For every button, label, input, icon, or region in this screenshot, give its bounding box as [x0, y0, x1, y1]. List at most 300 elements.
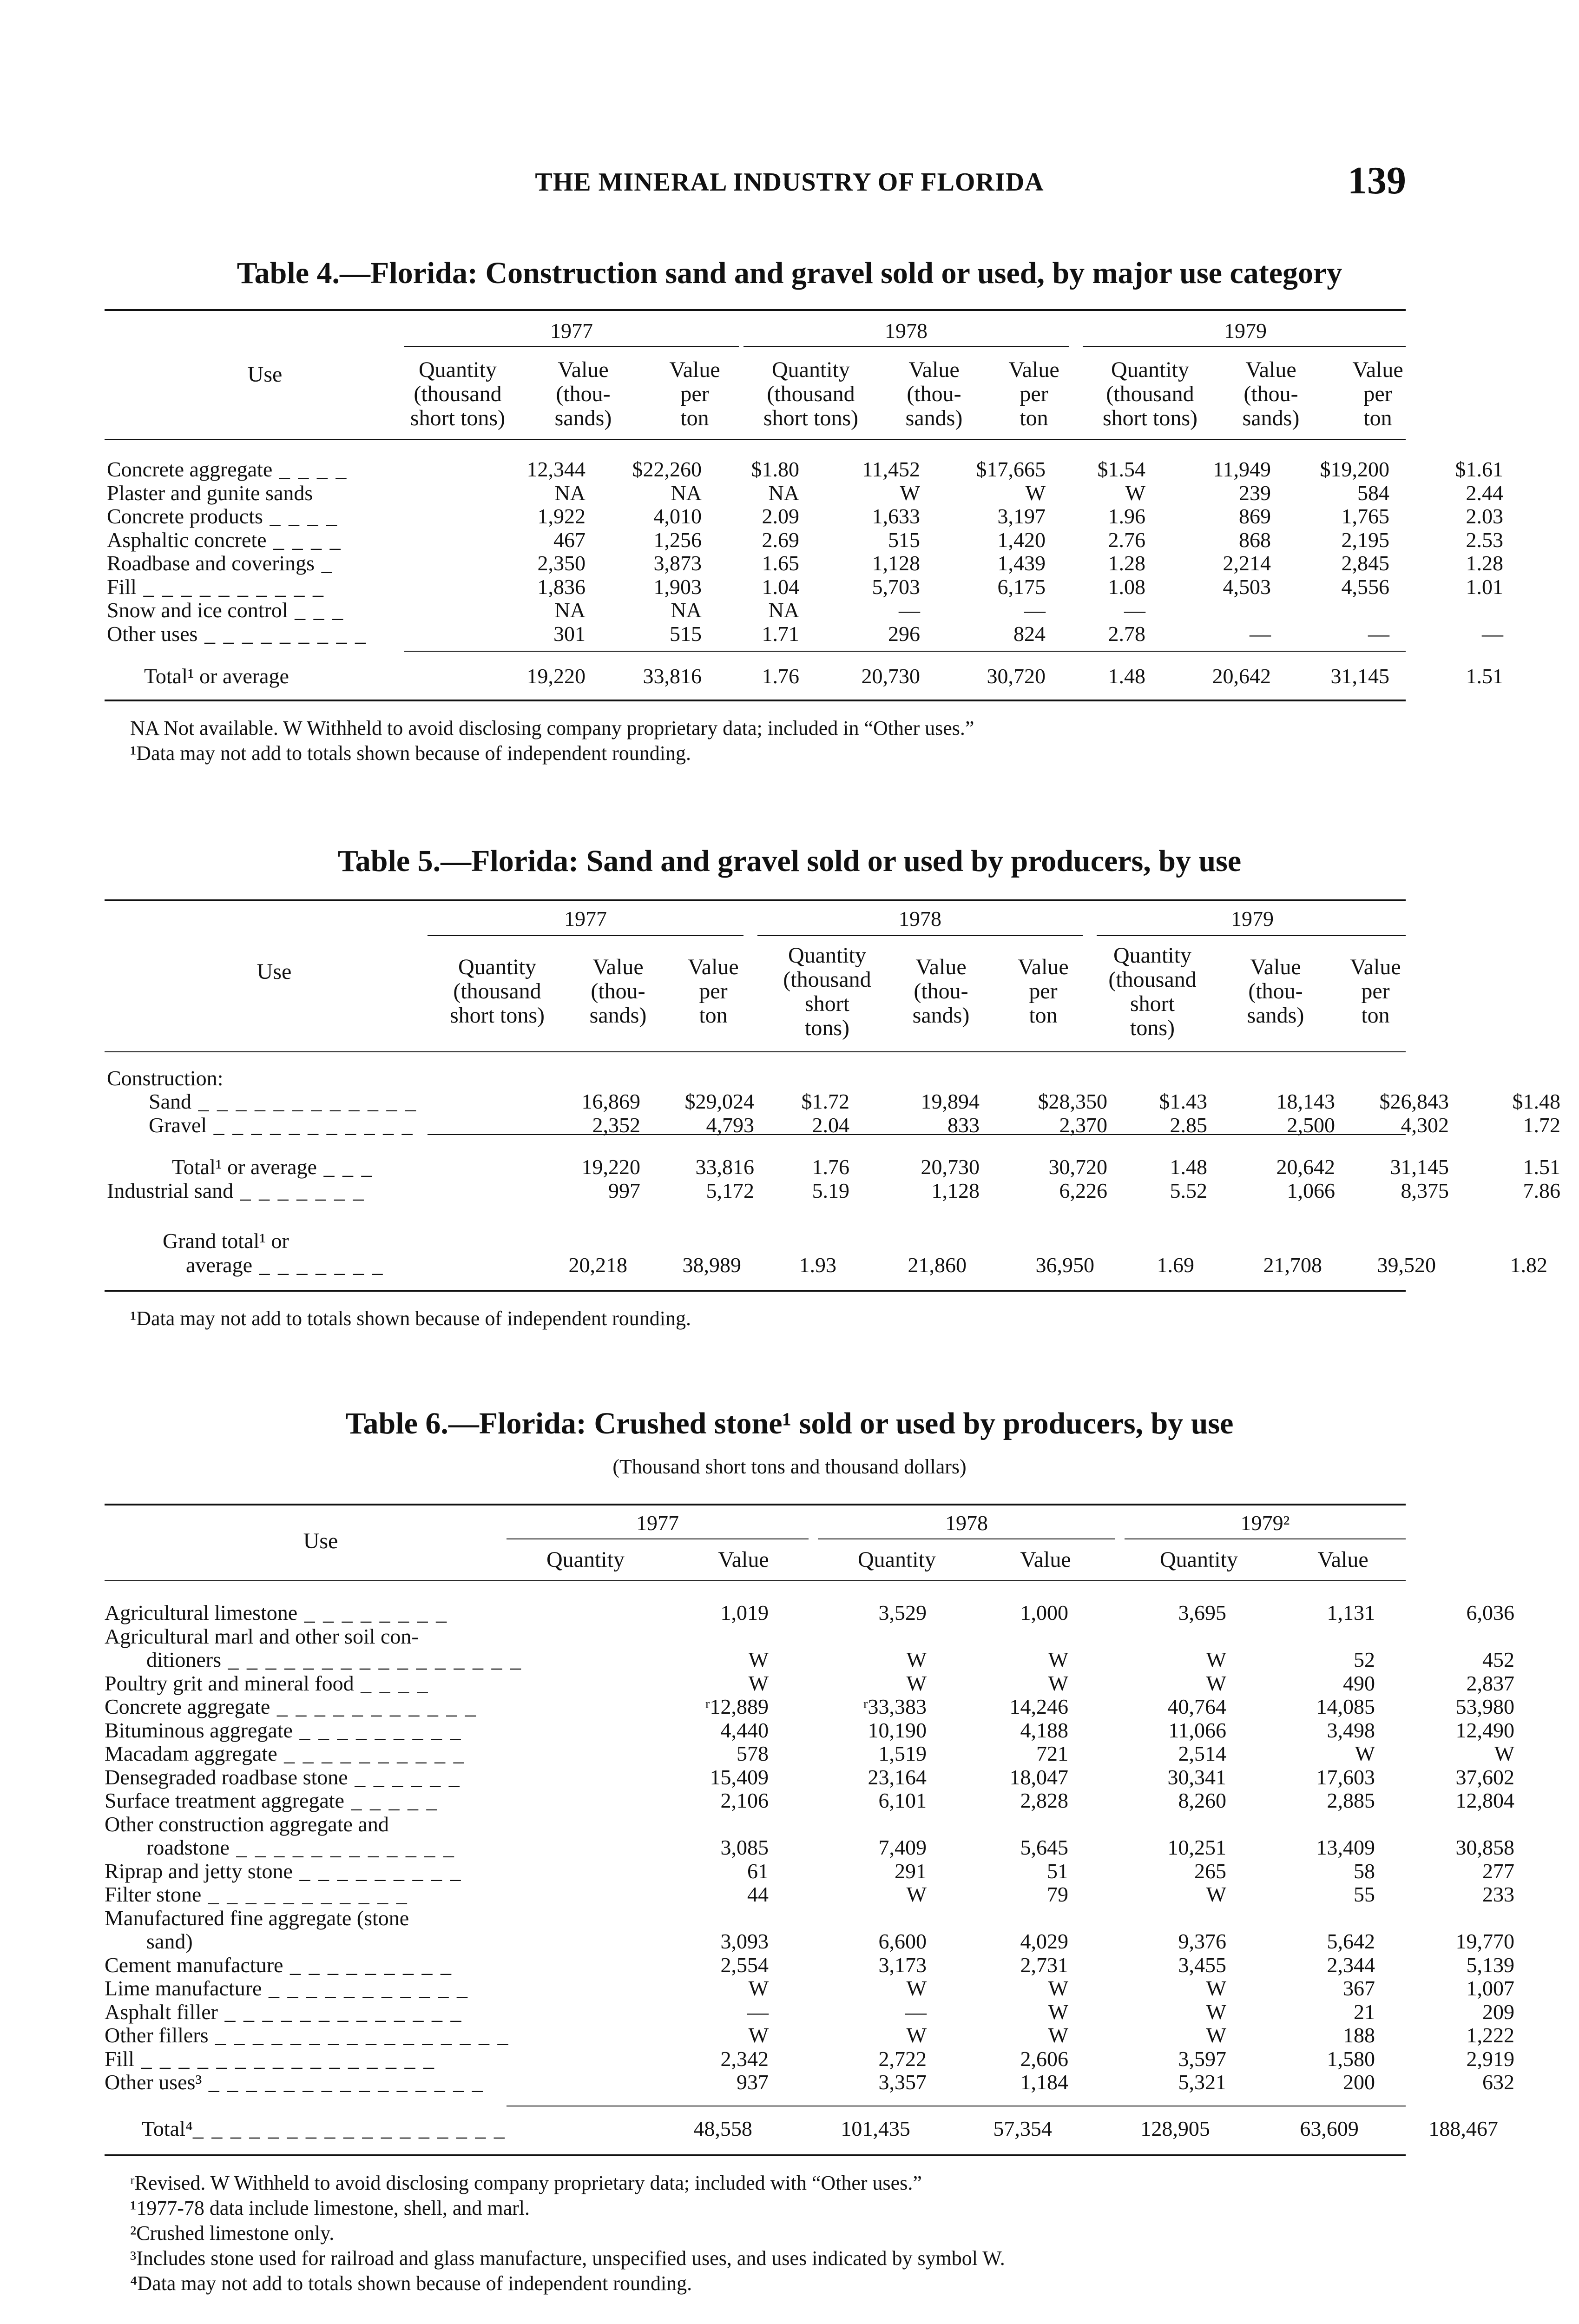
table6-row-label-text: Filter stone — [105, 1882, 202, 1906]
table4-cell: 1,128 — [872, 551, 920, 575]
table5-cell: 833 — [947, 1113, 980, 1137]
table4-row — [107, 575, 1503, 599]
table6-cell: 200 — [1342, 2070, 1375, 2094]
table5-cell: $1.43 — [1159, 1089, 1207, 1113]
table6-year-1979: 1979² — [1240, 1511, 1290, 1535]
table4-rule-1978 — [743, 346, 1069, 347]
table6-cell: 1,184 — [1020, 2070, 1068, 2094]
table6-colhead-value-1978: Value — [1020, 1547, 1071, 1572]
table5-grand-cell: 21,860 — [908, 1253, 967, 1277]
table4-cell: 869 — [1239, 504, 1271, 528]
table6-cell: 23,164 — [868, 1765, 927, 1789]
table4-cell: 1.96 — [1108, 504, 1145, 528]
table4-row — [107, 599, 1503, 622]
table5-cell: 20,642 — [1276, 1155, 1335, 1179]
table6-total-cell: 63,609 — [1300, 2117, 1359, 2140]
table6-top-rule — [105, 1504, 1406, 1505]
table6-rule-1978 — [818, 1538, 1115, 1539]
table4-row-label — [107, 458, 386, 482]
table4-row-label — [107, 528, 386, 552]
table6-row-label — [105, 1625, 522, 1649]
table6-cell: 3,498 — [1327, 1718, 1375, 1742]
leader-dots: _ _ _ _ — [354, 1671, 429, 1695]
table6-note-2: ¹1977-78 data include limestone, shell, and marl. — [130, 2197, 530, 2219]
table6-row-label-text: Surface treatment aggregate — [105, 1789, 344, 1812]
table6-cell: 15,409 — [710, 1765, 769, 1789]
leader-dots: _ _ _ _ — [272, 457, 348, 481]
leader-dots: _ _ _ _ _ _ _ _ _ _ _ _ _ _ _ _ — [221, 1648, 522, 1671]
table5-cell: 1.51 — [1523, 1155, 1560, 1179]
table4-colhead-value-1978: Value (thou- sands) — [905, 357, 963, 430]
table4-colhead-quantity-1978: Quantity (thousand short tons) — [763, 357, 858, 430]
table4-cell: — — [899, 598, 920, 622]
leader-dots: _ _ _ _ _ _ _ _ _ _ _ — [207, 1113, 414, 1137]
table5-row-label — [107, 1179, 417, 1203]
table4-year-1978: 1978 — [885, 319, 928, 343]
table4-cell: $1.54 — [1097, 457, 1145, 481]
table6-cell: 2,731 — [1020, 1953, 1068, 1977]
table4-total-cell: 31,145 — [1330, 664, 1389, 688]
table6-row — [105, 1742, 1514, 1766]
table4-cell: 1.01 — [1466, 574, 1503, 599]
table5-row-label — [107, 1090, 417, 1114]
table6-cell: 2,885 — [1327, 1789, 1375, 1812]
table4-row — [107, 528, 1503, 552]
table5-cell: 33,816 — [695, 1155, 754, 1179]
leader-dots: _ _ _ — [316, 1155, 374, 1179]
table4-row-label — [107, 599, 386, 622]
leader-dots: _ _ _ _ _ _ _ _ _ _ _ _ — [191, 1089, 417, 1113]
table6-cell: W — [906, 1882, 927, 1906]
table6-row-label — [105, 1719, 522, 1743]
table6-row-label-text: roadstone — [146, 1835, 230, 1859]
leader-dots: _ _ _ _ _ _ _ — [252, 1253, 384, 1277]
table6-cell: 2,554 — [720, 1953, 769, 1977]
table6-row — [105, 1977, 1514, 2000]
table5-colhead-quantity-1977: Quantity (thousand short tons) — [450, 955, 545, 1028]
table4-cell: 1,765 — [1341, 504, 1389, 528]
table6-cell: 3,173 — [878, 1953, 927, 1977]
table4-row — [107, 505, 1503, 528]
table6-cell: W — [1206, 2000, 1226, 2024]
table6-body — [105, 1601, 1514, 2094]
table5-row — [107, 1090, 1560, 1114]
table4-cell: NA — [768, 598, 799, 622]
table6-cell: 1,019 — [720, 1601, 769, 1624]
table6-title: Table 6.—Florida: Crushed stone¹ sold or used by producers, by use — [345, 1406, 1234, 1440]
table4-cell: $1.61 — [1455, 457, 1503, 481]
table4-cell: 515 — [670, 621, 702, 646]
table6-cell: 52 — [1353, 1648, 1375, 1671]
table6-header-rule — [105, 1580, 1406, 1581]
table4-cell: $17,665 — [976, 457, 1046, 481]
table5-grand-cell: 39,520 — [1377, 1253, 1436, 1277]
table6-colhead-value-1977: Value — [718, 1547, 769, 1572]
table6-cell: 2,837 — [1466, 1671, 1514, 1695]
table4-colhead-perton-1977: Value per ton — [669, 357, 720, 430]
table5-cell: 30,720 — [1048, 1155, 1107, 1179]
table6-cell — [522, 1625, 769, 1649]
leader-dots: _ _ _ _ _ _ _ _ — [297, 1601, 448, 1624]
table5-cell: 5,172 — [706, 1178, 754, 1202]
table4-row-label-text: Concrete products — [107, 504, 263, 528]
table6-total-cell: 188,467 — [1428, 2117, 1498, 2140]
table6-cell: W — [1048, 2023, 1068, 2047]
table6-row — [105, 1883, 1514, 1907]
table4-cell: 584 — [1357, 481, 1389, 505]
table5-row-label — [107, 1137, 417, 1179]
leader-dots: _ _ _ _ _ _ _ _ _ — [197, 621, 367, 646]
table6-total-label — [105, 2117, 506, 2141]
table5-cell: 16,869 — [581, 1089, 640, 1113]
table6-row-label-text: Asphalt filler — [105, 2000, 218, 2024]
table4-year-1979: 1979 — [1224, 319, 1267, 343]
leader-dots: _ _ _ _ — [266, 528, 342, 552]
table5-bottom-rule — [105, 1290, 1406, 1292]
table4-row — [107, 622, 1503, 646]
table5-section-label: Construction: — [107, 1066, 224, 1090]
table5-colhead-perton-1977: Value per ton — [688, 955, 739, 1028]
table6-row-label-text: Densegraded roadbase stone — [105, 1765, 348, 1789]
table4-cell: 2,214 — [1223, 551, 1271, 575]
table5-cell: 4,793 — [706, 1113, 754, 1137]
table6-cell: 51 — [1046, 1859, 1068, 1883]
table6-cell: W — [1206, 1976, 1226, 2000]
table6-cell: W — [748, 1976, 769, 2000]
table5-title: Table 5.—Florida: Sand and gravel sold or used by producers, by use — [337, 844, 1242, 878]
table6-row-label-text: Other uses³ — [105, 2070, 202, 2094]
table5-cell: 4,302 — [1401, 1113, 1449, 1137]
table6-cell: 4,188 — [1020, 1718, 1068, 1742]
table4-cell: 2.03 — [1466, 504, 1503, 528]
table4-cell: 2.53 — [1466, 528, 1503, 552]
table6-cell: 13,409 — [1316, 1835, 1375, 1859]
leader-dots: _ _ _ _ _ _ _ _ _ _ _ _ _ _ _ _ — [134, 2047, 435, 2071]
table5-grand-cell: 36,950 — [1035, 1253, 1094, 1277]
table6-note-3: ²Crushed limestone only. — [130, 2222, 335, 2245]
table5-colhead-quantity-1979: Quantity (thousand short tons) — [1108, 943, 1197, 1040]
table6-cell: 30,858 — [1455, 1835, 1514, 1859]
leader-dots: _ _ _ _ _ _ _ — [233, 1178, 365, 1202]
table6-cell: ʳ33,383 — [863, 1695, 927, 1718]
table6-cell: 5,645 — [1020, 1835, 1068, 1859]
table6-row-label-text: Agricultural limestone — [105, 1601, 298, 1624]
table6-cell: 14,246 — [1009, 1695, 1068, 1718]
table4-cell: $19,200 — [1320, 457, 1389, 481]
table6-cell — [927, 1625, 1068, 1649]
table6-row — [105, 1601, 1514, 1625]
table6-total-cell: 48,558 — [693, 2117, 752, 2140]
table4-cell: 239 — [1239, 481, 1271, 505]
table6-cell: 2,342 — [720, 2047, 769, 2071]
table4-cell: 296 — [888, 621, 920, 646]
page-number: 139 — [1348, 159, 1406, 202]
leader-dots: _ _ _ _ _ _ _ _ _ _ _ _ — [229, 1835, 455, 1859]
table6-row-label — [105, 2071, 522, 2094]
table6-rule-1977 — [507, 1538, 809, 1539]
table6-cell: W — [1494, 1742, 1514, 1765]
table4-cell: 2.44 — [1466, 481, 1503, 505]
table6-colhead-quantity-1977: Quantity — [546, 1547, 625, 1572]
table4-cell: 6,175 — [997, 574, 1046, 599]
table6-cell: W — [1355, 1742, 1375, 1765]
table6-cell: 233 — [1482, 1882, 1514, 1906]
table4-row — [107, 458, 1503, 482]
table6-cell: W — [1048, 2000, 1068, 2024]
table4-row-label-text: Roadbase and coverings — [107, 551, 315, 575]
table5-row-label-text: Industrial sand — [107, 1178, 234, 1202]
table5-cell: $1.48 — [1512, 1089, 1560, 1113]
table6-cell: 721 — [1036, 1742, 1068, 1765]
table6-row-label — [105, 1954, 522, 1977]
table6-cell: 44 — [747, 1882, 769, 1906]
table4-cell — [1271, 599, 1389, 622]
table6-note-1: ʳRevised. W Withheld to avoid disclosing company proprietary data; included with “Other uses.” — [130, 2172, 922, 2194]
table4-cell: — — [1368, 621, 1389, 646]
table4-total-cell: 20,642 — [1212, 664, 1271, 688]
table6-cell: 61 — [747, 1859, 769, 1883]
table6-cell: 2,514 — [1178, 1742, 1226, 1765]
table6-cell: 1,000 — [1020, 1601, 1068, 1624]
leader-dots: _ _ _ _ _ _ _ _ _ _ _ — [270, 1695, 477, 1718]
table5-grand-cell: 20,218 — [568, 1253, 627, 1277]
table6-cell: W — [1048, 1648, 1068, 1671]
table5-grand-cell: 1.69 — [1157, 1253, 1194, 1277]
table6-row-label — [105, 1883, 522, 1907]
table6-cell: 19,770 — [1455, 1929, 1514, 1953]
table6-cell: 367 — [1342, 1976, 1375, 2000]
table6-cell: 10,190 — [868, 1718, 927, 1742]
leader-dots: _ _ _ _ _ _ _ _ _ _ _ — [201, 1882, 408, 1906]
table6-cell: 4,029 — [1020, 1929, 1068, 1953]
table6-cell: W — [748, 2023, 769, 2047]
table6-cell — [1226, 1813, 1375, 1836]
table6-row-label-text: Poultry grit and mineral food — [105, 1671, 354, 1695]
table6-cell: 6,600 — [878, 1929, 927, 1953]
table6-cell — [522, 1813, 769, 1836]
table6-cell: W — [748, 1671, 769, 1695]
table4-row — [107, 482, 1503, 505]
table6-row-label — [105, 2000, 522, 2024]
table5-cell: 2,370 — [1059, 1113, 1107, 1137]
table6-cell — [927, 1813, 1068, 1836]
table6-cell: 937 — [736, 2070, 769, 2094]
table5-colhead-quantity-1978: Quantity (thousand short tons) — [783, 943, 871, 1040]
table4-cell: 1.08 — [1108, 574, 1145, 599]
leader-dots: _ _ _ _ _ _ _ _ _ _ _ _ _ _ _ _ _ — [192, 2117, 506, 2140]
table4-cell: 2.09 — [762, 504, 799, 528]
table5-colhead-value-1977: Value (thou- sands) — [589, 955, 647, 1028]
table6-cell: — — [747, 2000, 769, 2024]
table5-cell: 1.48 — [1170, 1155, 1207, 1179]
table6-cell — [1068, 1813, 1226, 1836]
table6-cell: W — [906, 1648, 927, 1671]
table6-cell: 5,139 — [1466, 1953, 1514, 1977]
table5-row-label-text: Gravel — [149, 1113, 207, 1137]
table6-cell: W — [906, 1976, 927, 2000]
table4-colhead-value-1977: Value (thou- sands) — [554, 357, 612, 430]
table6-colhead-quantity-1978: Quantity — [858, 1547, 936, 1572]
table5-cell: 18,143 — [1276, 1089, 1335, 1113]
table6-row — [105, 2000, 1514, 2024]
table6-cell: 12,490 — [1455, 1718, 1514, 1742]
table6-cell: 1,580 — [1327, 2047, 1375, 2071]
table6-cell: 3,597 — [1178, 2047, 1226, 2071]
table6-cell: W — [1206, 2023, 1226, 2047]
table5-grand-label-text: average — [186, 1253, 252, 1277]
table6-cell: 30,341 — [1167, 1765, 1226, 1789]
table5-rule-1978 — [757, 935, 1083, 936]
table5-row — [107, 1137, 1560, 1179]
table5-cell: 7.86 — [1523, 1178, 1560, 1202]
table4-cell: $22,260 — [632, 457, 702, 481]
table6-cell — [1375, 1907, 1514, 1930]
table4-total-cell: 20,730 — [861, 664, 920, 688]
table6-colhead-value-1979: Value — [1317, 1547, 1368, 1572]
table4-cell: 2.69 — [762, 528, 799, 552]
table5-cell: 1.76 — [812, 1155, 849, 1179]
table4-colhead-value-1979: Value (thou- sands) — [1242, 357, 1300, 430]
table4-total-cell: 19,220 — [526, 664, 586, 688]
table5-rule-1977 — [428, 935, 743, 936]
table6-cell: 10,251 — [1167, 1835, 1226, 1859]
table6-cell: 6,036 — [1466, 1601, 1514, 1624]
table4-cell: 3,197 — [997, 504, 1046, 528]
table5-grand-label-1: Grand total¹ or — [163, 1229, 289, 1253]
table6-cell — [1375, 1813, 1514, 1836]
table6-cell: 209 — [1482, 2000, 1514, 2024]
table6-cell: 3,085 — [720, 1835, 769, 1859]
table4-total-label: Total¹ or average — [144, 664, 289, 688]
table6-cell: 1,131 — [1327, 1601, 1375, 1624]
table6-row — [105, 1625, 1514, 1649]
table4-cell: W — [900, 481, 920, 505]
table6-year-1977: 1977 — [636, 1511, 679, 1535]
table4-row-label — [107, 482, 386, 505]
leader-dots: _ _ _ _ _ _ _ _ _ _ _ _ _ _ _ — [202, 2070, 484, 2094]
table6-cell: 9,376 — [1178, 1929, 1226, 1953]
table5-colhead-value-1979: Value (thou- sands) — [1247, 955, 1304, 1028]
table5-row-label — [107, 1114, 417, 1137]
table4-cell: NA — [671, 598, 702, 622]
table6-cell: 58 — [1353, 1859, 1375, 1883]
table4-total-cell: 1.51 — [1466, 664, 1503, 688]
table5-cell: 2,352 — [592, 1113, 640, 1137]
table6-row — [105, 2047, 1514, 2071]
table6-cell: 2,106 — [720, 1789, 769, 1812]
table6-rule-1979 — [1125, 1538, 1406, 1539]
table5-cell: $26,843 — [1379, 1089, 1449, 1113]
table4-year-1977: 1977 — [550, 319, 593, 343]
table6-cell: 3,695 — [1178, 1601, 1226, 1624]
table6-cell: W — [1206, 1648, 1226, 1671]
table5-subtotal-rule — [428, 1134, 1406, 1135]
table6-year-1978: 1978 — [945, 1511, 988, 1535]
table5-rule-1979 — [1097, 935, 1406, 936]
table4-row-label-text: Other uses — [107, 621, 198, 646]
table4-cell: 12,344 — [526, 457, 586, 481]
table6-row — [105, 1695, 1514, 1719]
table4-row-label — [107, 552, 386, 575]
table6-total-cell: 128,905 — [1140, 2117, 1210, 2140]
table4-use-header: Use — [247, 362, 283, 387]
table6-row-label — [105, 1601, 522, 1625]
table6-cell: 5,321 — [1178, 2070, 1226, 2094]
table4-body — [107, 458, 1503, 646]
table4-colhead-perton-1979: Value per ton — [1352, 357, 1403, 430]
table6-row-label-text: Bituminous aggregate — [105, 1718, 293, 1742]
table4-total-cell: 1.48 — [1108, 664, 1145, 688]
table6-cell: 8,260 — [1178, 1789, 1226, 1812]
table6-cell — [1375, 1625, 1514, 1649]
table4-row-label — [107, 622, 386, 646]
table4-note-1: NA Not available. W Withheld to avoid disclosing company proprietary data; included in “Other uses.” — [130, 717, 974, 739]
table6-row — [105, 1719, 1514, 1743]
table6-row-label — [105, 1836, 522, 1860]
table4-note-2: ¹Data may not add to totals shown because of independent rounding. — [130, 742, 691, 765]
table4-cell: $1.80 — [751, 457, 799, 481]
table5-header-rule — [105, 1051, 1406, 1052]
table5-cell: 2.85 — [1170, 1113, 1207, 1137]
table4-cell: 3,873 — [653, 551, 702, 575]
table5-body — [107, 1090, 1560, 1202]
table6-cell — [769, 1813, 927, 1836]
table6-total-row — [105, 2117, 1498, 2141]
table4-row-label-text: Concrete aggregate — [107, 457, 273, 481]
table6-cell: 2,722 — [878, 2047, 927, 2071]
table5-row — [107, 1179, 1560, 1203]
table6-cell: 7,409 — [878, 1835, 927, 1859]
table4-row-label-text: Asphaltic concrete — [107, 528, 267, 552]
table5-use-header: Use — [257, 959, 292, 984]
table4-cell: — — [1250, 621, 1271, 646]
table5-colhead-perton-1979: Value per ton — [1350, 955, 1401, 1028]
table6-cell: 2,606 — [1020, 2047, 1068, 2071]
table6-cell: W — [1048, 1671, 1068, 1695]
table5-cell: 19,220 — [581, 1155, 640, 1179]
table4-colhead-perton-1978: Value per ton — [1008, 357, 1059, 430]
table4-cell: W — [1125, 481, 1145, 505]
table4-cell — [1389, 599, 1503, 622]
table5-grand-cell: 1.82 — [1510, 1253, 1547, 1277]
table6-row-label-text: Agricultural marl and other soil con- — [105, 1624, 419, 1648]
table5-cell: 5.19 — [812, 1178, 849, 1202]
table5-colhead-perton-1978: Value per ton — [1018, 955, 1069, 1028]
table6-cell — [1226, 1907, 1375, 1930]
table4-cell: 1,836 — [537, 574, 586, 599]
table6-cell: 2,344 — [1327, 1953, 1375, 1977]
table6-row-label — [105, 1930, 522, 1954]
table5-grand-cell: 38,989 — [682, 1253, 741, 1277]
table4-cell: 2.76 — [1108, 528, 1145, 552]
table4-cell: 868 — [1239, 528, 1271, 552]
table6-total-cell: 57,354 — [993, 2117, 1052, 2140]
table6-cell: 14,085 — [1316, 1695, 1375, 1718]
table6-row-label — [105, 1672, 522, 1696]
table6-row-label-text: Riprap and jetty stone — [105, 1859, 293, 1883]
table6-row-label-text: Concrete aggregate — [105, 1695, 270, 1718]
table6-cell: 12,804 — [1455, 1789, 1514, 1812]
table6-cell: 17,603 — [1316, 1765, 1375, 1789]
table4-title: Table 4.—Florida: Construction sand and gravel sold or used, by major use category — [237, 256, 1342, 290]
table6-cell — [1068, 1625, 1226, 1649]
leader-dots: _ _ _ _ _ _ _ _ _ _ — [136, 574, 325, 599]
table4-rule-1979 — [1083, 346, 1406, 347]
table6-row — [105, 1766, 1514, 1789]
table6-row-label-text: Manufactured fine aggregate (stone — [105, 1906, 409, 1930]
table4-row-label-text: Plaster and gunite sands — [107, 481, 313, 505]
leader-dots: _ _ _ _ _ _ — [348, 1765, 461, 1789]
